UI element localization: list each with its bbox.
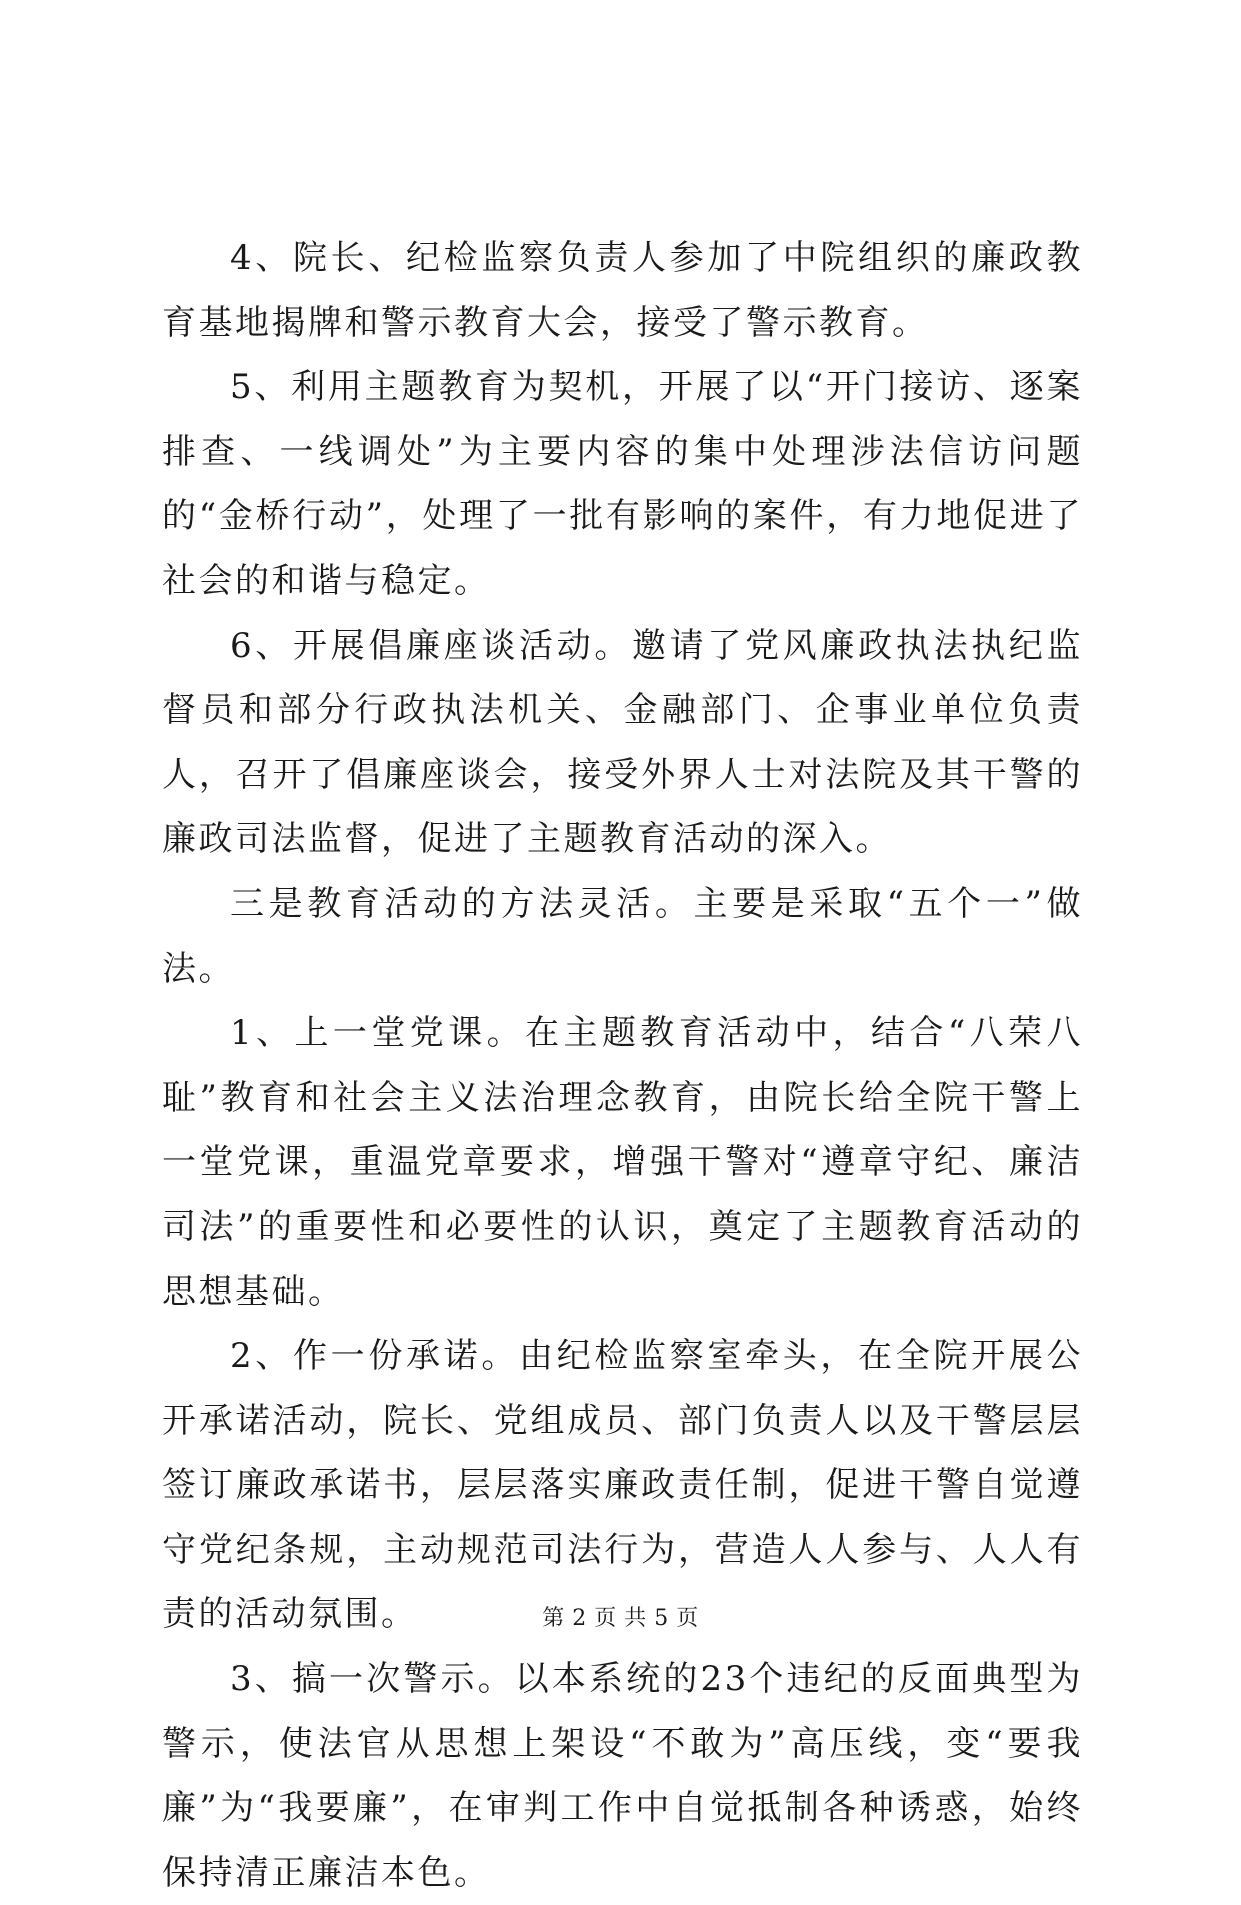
- paragraph-method-2: 2、作一份承诺。由纪检监察室牵头，在全院开展公开承诺活动，院长、党组成员、部门负责人以及干警层层签订廉政承诺书，层层落实廉政责任制，促进干警自觉遵守党纪条规，主动规范司法行为，营造人人参与、人人有责的活动氛围。: [162, 1336, 1083, 1635]
- paragraph-section-three: 三是教育活动的方法灵活。主要是采取“五个一”做法。: [162, 883, 1083, 989]
- paragraph-item-4: 4、院长、纪检监察负责人参加了中院组织的廉政教育基地揭牌和警示教育大会，接受了警示教育。: [162, 238, 1083, 343]
- paragraph-method-1: 1、上一堂党课。在主题教育活动中，结合“八荣八耻”教育和社会主义法治理念教育，由院长给全院干警上一堂党课，重温党章要求，增强干警对“遵章守纪、廉洁司法”的重要性和必要性的认识，奠定了主题教育活动的思想基础。: [162, 1013, 1083, 1312]
- page-footer: [0, 1604, 1241, 1634]
- page-number-label: 第 2 页 共 5 页: [542, 1606, 699, 1631]
- paragraph-item-5: 5、利用主题教育为契机，开展了以“开门接访、逐案排查、一线调处”为主要内容的集中处理涉法信访问题的“金桥行动”，处理了一批有影响的案件，有力地促进了社会的和谐与稳定。: [162, 367, 1083, 601]
- paragraph-item-6: 6、开展倡廉座谈活动。邀请了党风廉政执法执纪监督员和部分行政执法机关、金融部门、企事业单位负责人，召开了倡廉座谈会，接受外界人士对法院及其干警的廉政司法监督，促进了主题教育活动的深入。: [162, 625, 1083, 860]
- document-body: [162, 226, 1083, 1905]
- paragraph-method-3: 3、搞一次警示。以本系统的23个违纪的反面典型为警示，使法官从思想上架设“不敢为”高压线，变“要我廉”为“我要廉”，在审判工作中自觉抵制各种诱惑，始终保持清正廉洁本色。: [162, 1659, 1083, 1893]
